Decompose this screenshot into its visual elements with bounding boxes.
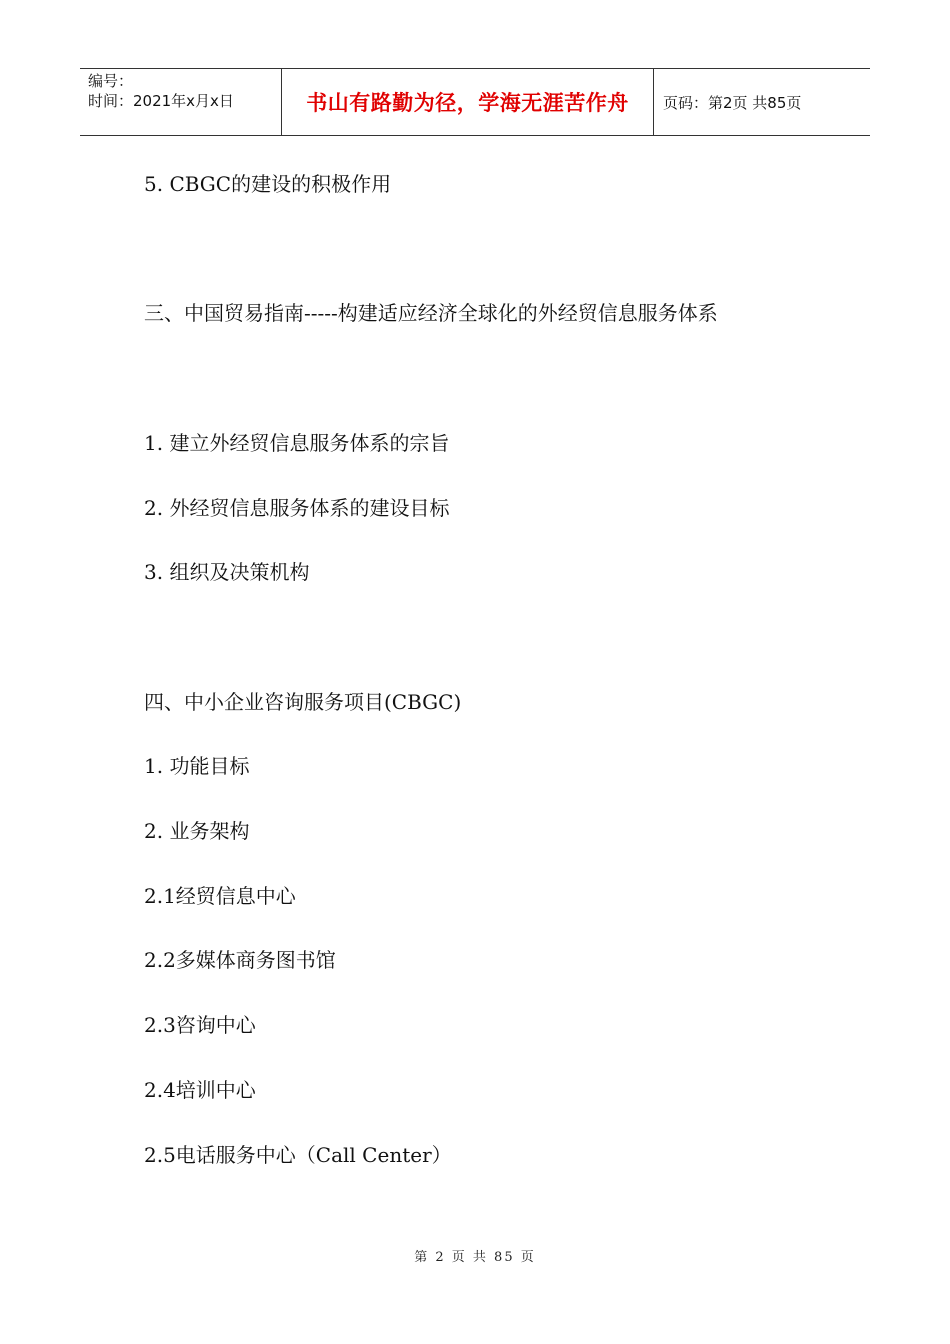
serial-number-label: 编号： bbox=[88, 72, 134, 90]
header-page-info: 页码：第2页 共85页 bbox=[663, 93, 802, 112]
date-label: 时间：2021年x月x日 bbox=[88, 92, 234, 110]
body-line: 2.3咨询中心 bbox=[144, 1013, 256, 1037]
body-line: 2. 业务架构 bbox=[144, 819, 250, 843]
body-line: 2.2多媒体商务图书馆 bbox=[144, 948, 336, 972]
body-line: 1. 建立外经贸信息服务体系的宗旨 bbox=[144, 431, 450, 455]
header-meta-cell bbox=[80, 69, 281, 135]
section-heading: 四、中小企业咨询服务项目(CBGC) bbox=[144, 690, 462, 714]
body-line: 2.5电话服务中心（Call Center） bbox=[144, 1143, 452, 1167]
body-line: 2.1经贸信息中心 bbox=[144, 884, 296, 908]
body-line: 1. 功能目标 bbox=[144, 754, 250, 778]
body-line: 5. CBGC的建设的积极作用 bbox=[144, 172, 392, 196]
page-footer: 第 2 页 共 85 页 bbox=[414, 1250, 536, 1265]
header-motto: 书山有路勤为径，学海无涯苦作舟 bbox=[281, 69, 654, 135]
page-header bbox=[80, 68, 870, 136]
section-heading: 三、中国贸易指南-----构建适应经济全球化的外经贸信息服务体系 bbox=[144, 301, 718, 325]
body-line: 3. 组织及决策机构 bbox=[144, 560, 310, 584]
body-line: 2.4培训中心 bbox=[144, 1078, 256, 1102]
body-line: 2. 外经贸信息服务体系的建设目标 bbox=[144, 496, 450, 520]
